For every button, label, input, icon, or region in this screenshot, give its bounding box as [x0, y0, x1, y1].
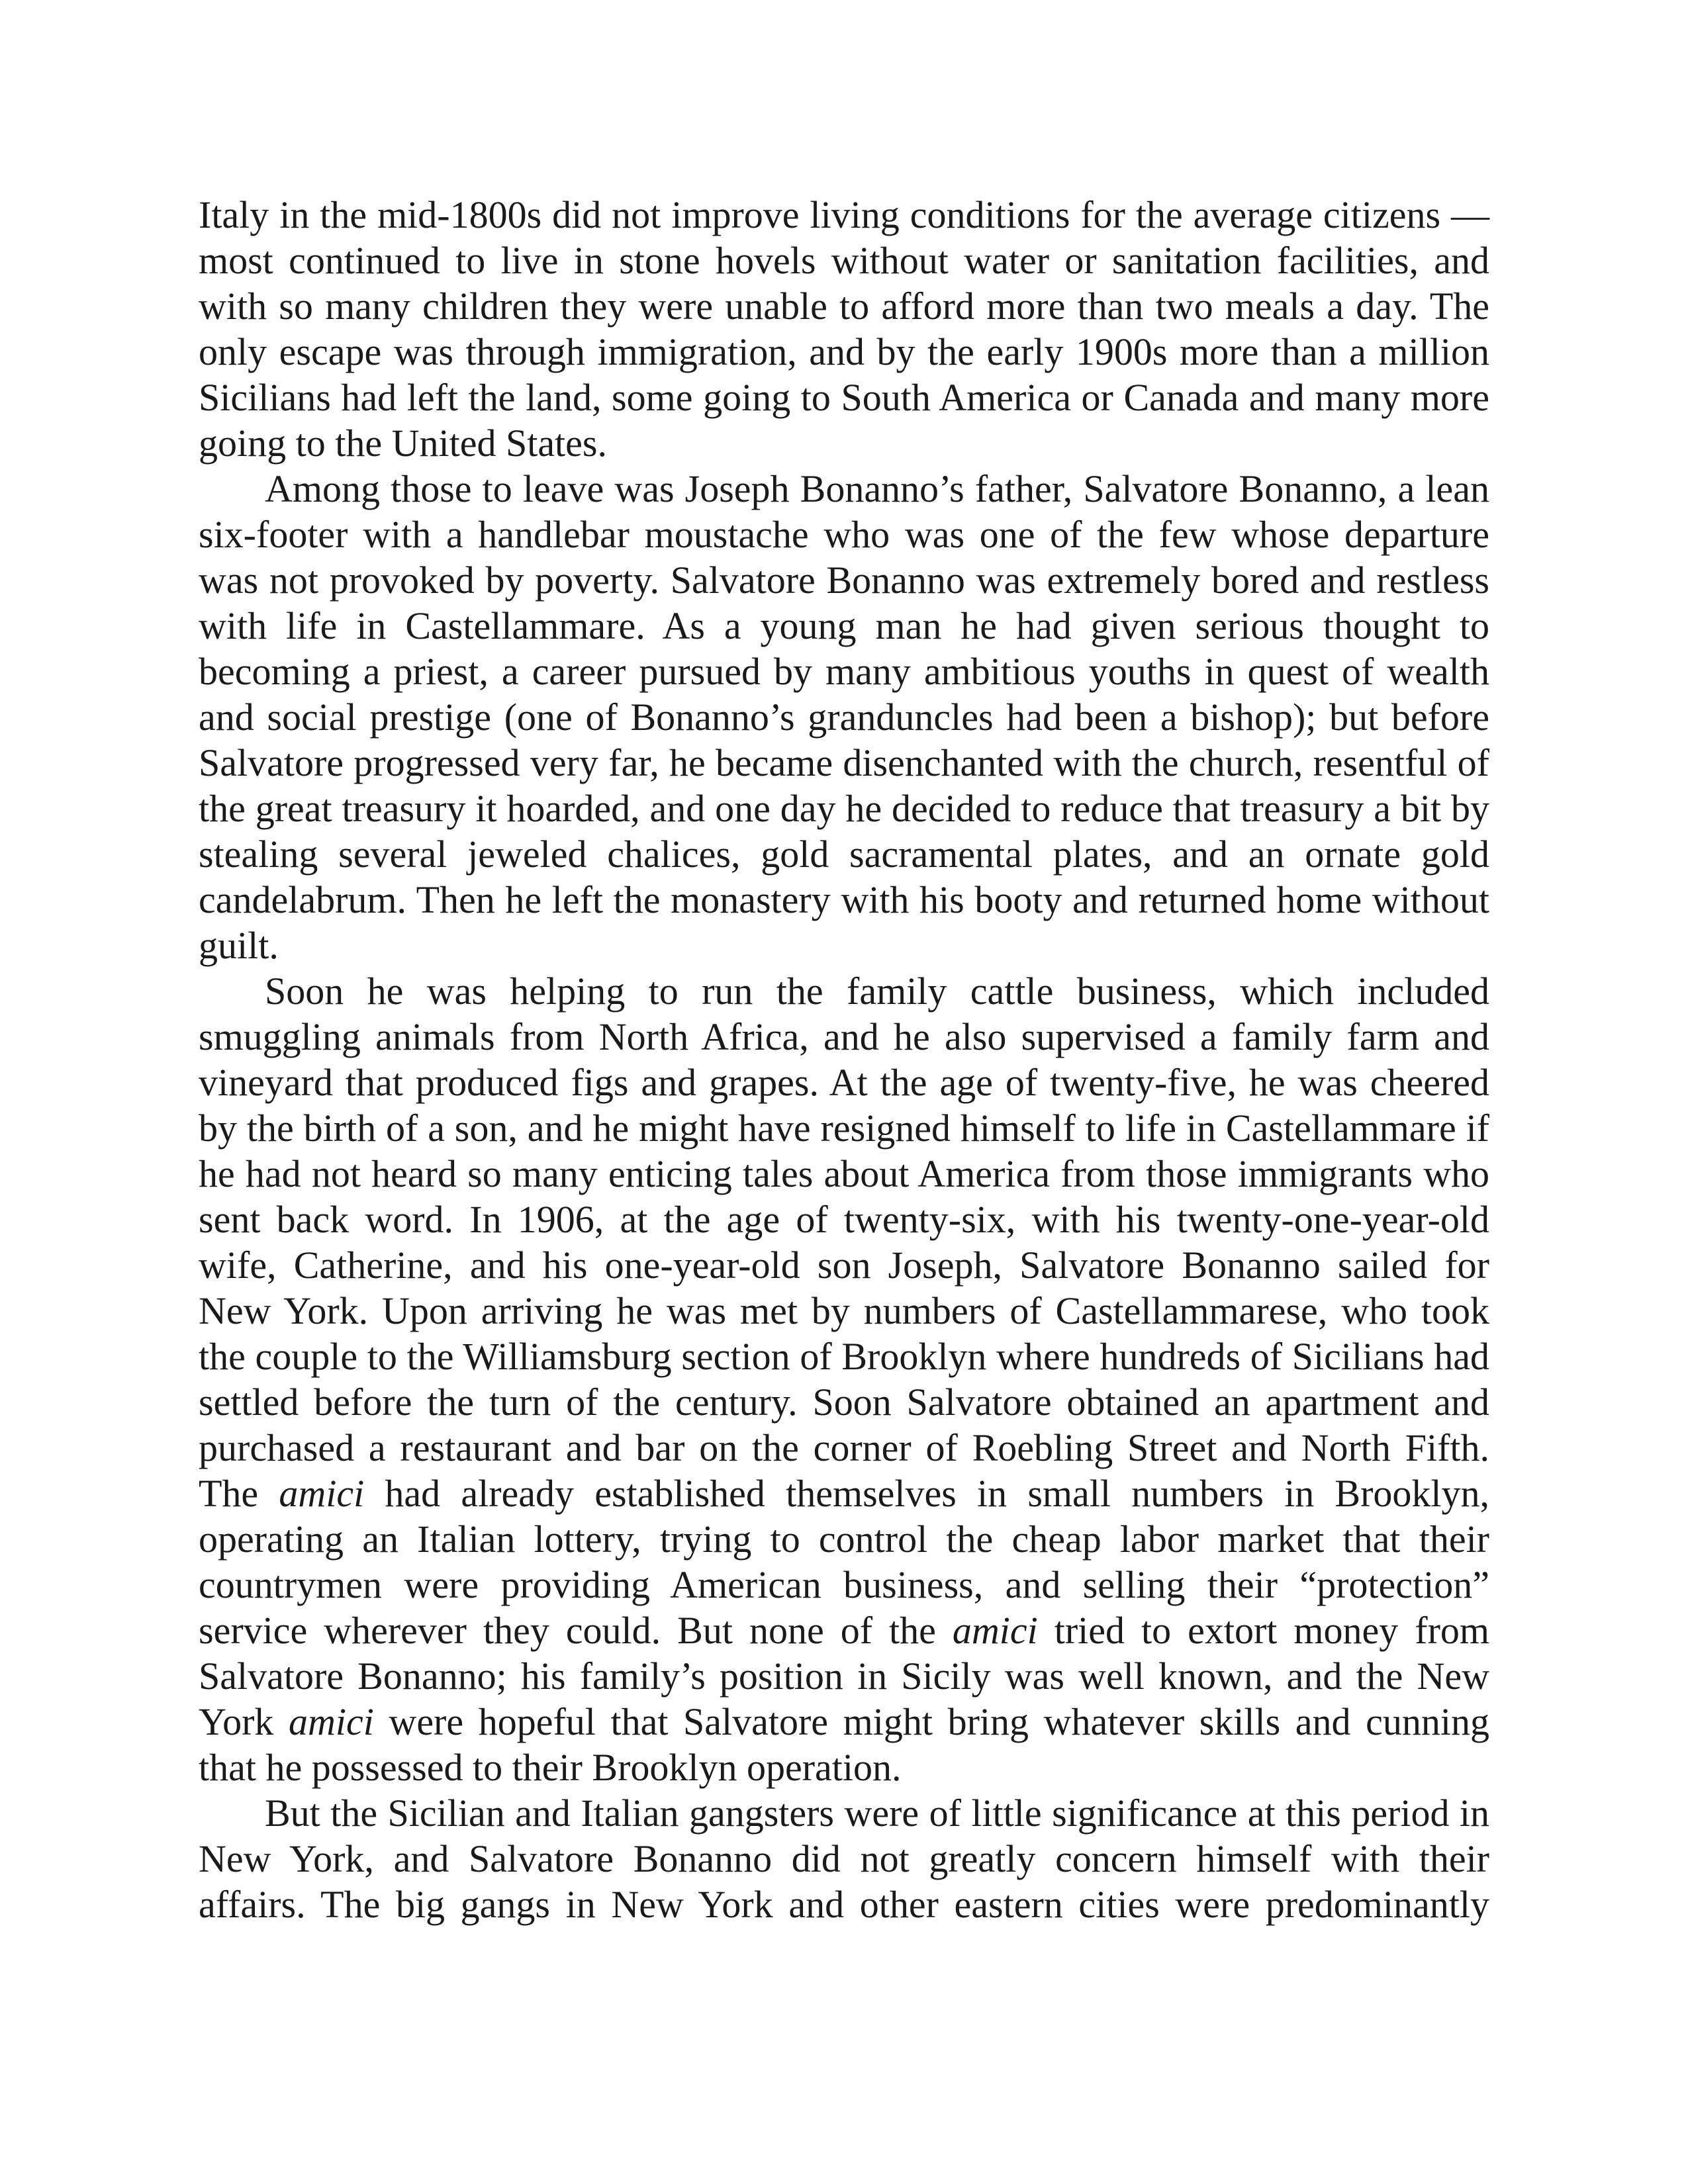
paragraph-1-text: Italy in the mid-1800s did not improve living conditions for the average citizens —most continued to live in stone hovels without water or sanitation facilities, and with so many children they were unable to afford more than two meals a day. The only escape was through immigration, and by the early 1900s more than a million Sicilians had left the land, some going to South America or Canada and many more going to the United States. — [199, 193, 1489, 465]
italic-term-amici: amici — [952, 1609, 1038, 1652]
paragraph-1 — [199, 192, 1489, 466]
paragraph-3-text-d: were hopeful that Salvatore might bring whatever skills and cunning that he possessed to their Brooklyn operation. — [199, 1700, 1489, 1789]
paragraph-4-text: But the Sicilian and Italian gangsters were of little significance at this period in New York, and Salvatore Bonanno did not greatly concern himself with their affairs. The big gangs in New York and other eastern cities were predominantly — [199, 1792, 1489, 1926]
page-body — [199, 192, 1489, 1927]
paragraph-3-text-c: tried to extort money from Salvatore Bonanno; his family’s position in Sicily was well known, and the New York — [199, 1609, 1489, 1743]
italic-term-amici: amici — [279, 1472, 365, 1515]
italic-term-amici: amici — [288, 1700, 374, 1743]
paragraph-3 — [199, 968, 1489, 1790]
paragraph-2 — [199, 466, 1489, 968]
paragraph-3-text-b: had already established themselves in small numbers in Brooklyn, operating an Italian lottery, trying to control the cheap labor market that their countrymen were providing American business, and selling their “protection” service wherever they could. But none of the — [199, 1472, 1490, 1652]
paragraph-4 — [199, 1790, 1489, 1927]
paragraph-2-text: Among those to leave was Joseph Bonanno’s father, Salvatore Bonanno, a lean six-footer with a handlebar moustache who was one of the few whose departure was not provoked by poverty. Salvatore Bonanno was extremely bored and restless with life in Castellammare. As a young man he had given serious thought to becoming a priest, a career pursued by many ambitious youths in quest of wealth and social prestige (one of Bonanno’s granduncles had been a bishop); but before Salvatore progressed very far, he became disenchanted with the church, resentful of the great treasury it hoarded, and one day he decided to reduce that treasury a bit by stealing several jeweled chalices, gold sacramental plates, and an ornate gold candelabrum. Then he left the monastery with his booty and returned home without guilt. — [199, 467, 1489, 967]
paragraph-3-text-a: Soon he was helping to run the family cattle business, which included smuggling animals from North Africa, and he also supervised a family farm and vineyard that produced figs and grapes. At the age of twenty-five, he was cheered by the birth of a son, and he might have resigned himself to life in Castellammare if he had not heard so many enticing tales about America from those immigrants who sent back word. In 1906, at the age of twenty-six, with his twenty-one-year-old wife, Catherine, and his one-year-old son Joseph, Salvatore Bonanno sailed for New York. Upon arriving he was met by numbers of Castellammarese, who took the couple to the Williamsburg section of Brooklyn where hundreds of Sicilians had settled before the turn of the century. Soon Salvatore obtained an apartment and purchased a restaurant and bar on the corner of Roebling Street and North Fifth. The — [199, 970, 1489, 1515]
